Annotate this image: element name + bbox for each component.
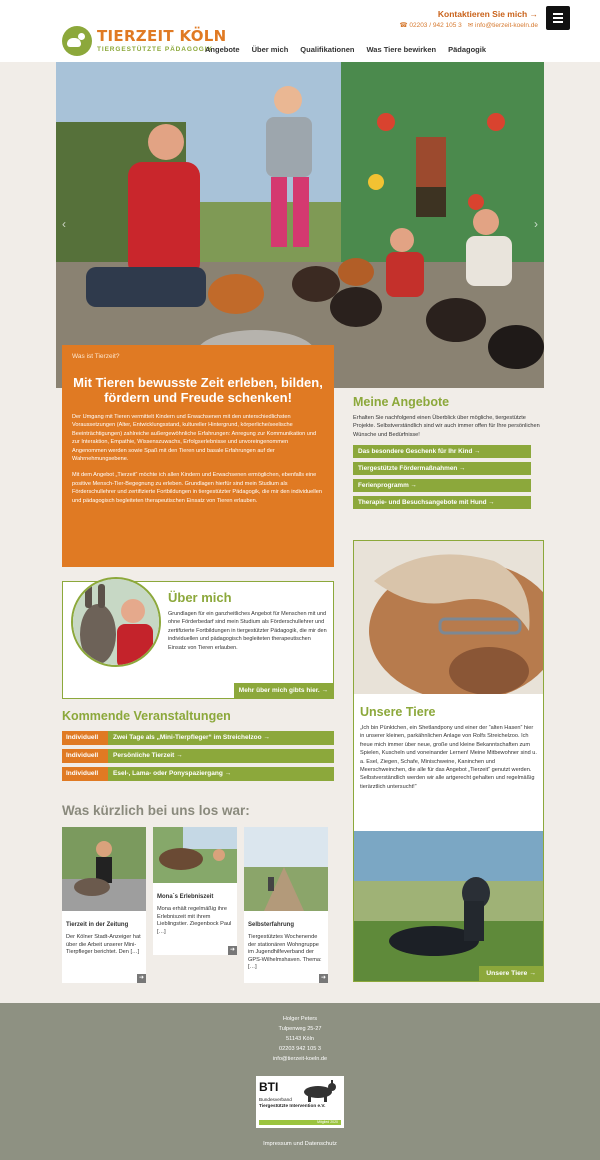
ueber-mich-title: Über mich (168, 590, 232, 605)
nav-ueber-mich[interactable]: Über mich (251, 45, 289, 54)
event-title[interactable]: Zwei Tage als „Mini-Tierpfleger“ im Streichelzoo → (108, 731, 334, 745)
post-text: Tiergestütztes Wochenende der stationären Wohngruppe im Jugendhilfeverband der GPS-Wilhelmshaven. Thema: […] (248, 934, 322, 970)
contact-info (399, 21, 538, 29)
intro-text-1: Der Umgang mit Tieren vermittelt Kindern und Erwachsenen mit den unterschiedlichsten Voraussetzungen (Alter, Entwicklungsstand, kultureller Hintergrund, körperliche/seelische Beeinträchtigungen) zahlreiche außergewöhnliche Erfahrungen: Anregung zur Kommunikation und zur Interaktion, Empathie, Wissenszuwachs, Erfolgserlebnisse und unvoreingenommen Angenommen werden sowie Spaß mit den Tieren und basale Erfahrungen auf der Wahrnehmungsebene. (72, 414, 317, 463)
event-tag: Individuell (62, 749, 108, 763)
arrow-right-icon[interactable]: ➜ (229, 947, 236, 953)
post-image (153, 827, 237, 883)
event-title[interactable]: Persönliche Tierzeit → (108, 749, 334, 763)
post-image (62, 827, 146, 911)
phone-link[interactable]: ☎ 02203 / 942 105 3 (399, 22, 462, 29)
intro-title: Mit Tieren bewusste Zeit erleben, bilden, fördern und Freude schenken! (73, 375, 323, 405)
event-item[interactable] (62, 767, 334, 781)
post-card[interactable] (62, 827, 146, 983)
logo-title: TIERZEIT KÖLN (97, 27, 227, 45)
dog-photo (354, 831, 544, 981)
angebote-text: Erhalten Sie nachfolgend einen Überblick über mögliche, tiergestützte Projekte. Selbstverständlich sind wir auch immer offen für Ihre persönlichen Wünsche und Bedürfnisse! (353, 415, 540, 438)
logo[interactable] (62, 26, 226, 56)
tiere-text: „Ich bin Pünktchen, ein Shetlandpony und einer der “alten Hasen” hier in unserer kleinen, parkähnlichen Anlage von Rolfs Streichelzoo. Ich freue mich immer über neue, große und kleine Bekanntschaften zum Spielen, Kuscheln und voneinander Lernen! Meine Mitbewohner sind u. a. Esel, Ziegen, Schafe, Minischweine, Kaninchen und Meerschweinchen, die alle für das Angebot „Tierzeit“ genutzt werden. Selbstverständlich werden wir alle artgerecht gehalten und regelmäßig tierärztlich untersucht!“ (360, 725, 537, 790)
contact-link[interactable]: Kontaktieren Sie mich → (437, 9, 538, 19)
footer-email[interactable]: info@tierzeit-koeln.de (272, 1056, 328, 1062)
logo-subtitle: TIERGESTÜTZTE PÄDAGOGIK (97, 46, 214, 53)
bti-member-badge: Mitglied 2020 (259, 1120, 341, 1125)
event-title[interactable]: Esel-, Lama- oder Ponyspaziergang → (108, 767, 334, 781)
logo-icon (62, 26, 92, 56)
angebote-section (353, 395, 543, 509)
footer-name: Holger Peters (282, 1016, 318, 1022)
nav-angebote[interactable]: Angebote (205, 45, 240, 54)
nav-qualifikationen[interactable]: Qualifikationen (300, 45, 355, 54)
tiere-title: Unsere Tiere (360, 705, 436, 719)
post-title[interactable]: Tierzeit in der Zeitung (66, 922, 129, 928)
menu-button[interactable] (546, 6, 570, 30)
angebote-title: Meine Angebote (353, 395, 450, 409)
nav-paedagogik[interactable]: Pädagogik (448, 45, 487, 54)
post-card[interactable] (244, 827, 328, 983)
post-title[interactable]: Selbsterfahrung (248, 922, 295, 928)
event-item[interactable] (62, 749, 334, 763)
intro-text-2: Mit dem Angebot „Tierzeit“ möchte ich allen Kindern und Erwachsenen ermöglichen, ebenfalls eine positive Mensch-Tier-Begegnung zu erleben. Grundlagen hierfür sind mein Studium als Förderschullehrer und zertifizierte Fortbildungen in tiergestützter Pädagogik, die mir den individuellen und pädagogisch begleiteten therapeutischen Einsatz von Tieren erlauben. (72, 472, 322, 504)
arrow-right-icon[interactable]: ➜ (320, 975, 327, 981)
slider-next-icon[interactable]: › (534, 217, 538, 231)
angebot-geschenk-button[interactable]: Das besondere Geschenk für Ihr Kind → (353, 445, 531, 458)
post-text: Mona erhält regelmäßig ihre Erlebniszeit mit ihrem Lieblingstier. Ziegenbock Paul […] (157, 906, 232, 935)
post-image (244, 827, 328, 911)
email-link[interactable]: ✉ info@tierzeit-koeln.de (467, 22, 538, 29)
site-header (0, 0, 600, 62)
ueber-mich-photo (71, 577, 161, 667)
intro-card (62, 345, 334, 567)
post-text: Der Kölner Stadt-Anzeiger hat über die Arbeit unserer Mini-Tierpfleger berichtet. Den […] (66, 934, 141, 955)
event-tag: Individuell (62, 731, 108, 745)
unsere-tiere-button[interactable]: Unsere Tiere → (479, 966, 543, 981)
ueber-mich-card (62, 581, 334, 699)
ueber-mich-text: Grundlagen für ein ganzheitliches Angebot für Menschen mit und ohne Förderbedarf sind mein Studium als Förderschullehrer und zertifizierte Fortbildungen in tiergestützter Pädagogik, die mir den individuellen und pädagogisch begleiteten therapeutischen Einsatz von Tieren erlauben. (168, 611, 327, 651)
nav-was-tiere-bewirken[interactable]: Was Tiere bewirken (366, 45, 437, 54)
post-card[interactable] (153, 827, 237, 955)
site-footer (0, 1003, 600, 1160)
event-item[interactable] (62, 731, 334, 745)
footer-city: 51143 Köln (286, 1036, 314, 1042)
footer-phone[interactable]: 02203 942 105 3 (279, 1046, 321, 1052)
hamburger-icon (553, 13, 563, 15)
main-nav (205, 45, 486, 54)
bti-badge[interactable] (256, 1076, 344, 1128)
event-tag: Individuell (62, 767, 108, 781)
angebot-therapie-button[interactable]: Therapie- und Besuchsangebote mit Hund → (353, 496, 531, 509)
pony-photo (354, 541, 544, 694)
bti-title: BTI (259, 1080, 279, 1094)
slider-prev-icon[interactable]: ‹ (62, 217, 66, 231)
hero-slider[interactable] (56, 62, 544, 388)
mehr-ueber-mich-button[interactable]: Mehr über mich gibts hier. → (234, 683, 333, 698)
arrow-right-icon[interactable]: ➜ (138, 975, 145, 981)
hero-photo (56, 62, 544, 388)
kuerzlich-title: Was kürzlich bei uns los war: (62, 803, 250, 818)
veranstaltungen-title: Kommende Veranstaltungen (62, 709, 231, 723)
impressum-link[interactable]: Impressum und Datenschutz (263, 1141, 337, 1147)
angebot-ferien-button[interactable]: Ferienprogramm → (353, 479, 531, 492)
intro-kicker: Was ist Tierzeit? (72, 353, 120, 360)
tiere-card (353, 540, 544, 982)
post-title[interactable]: Mona´s Erlebniszeit (157, 894, 214, 900)
bti-subtitle: Bundesverband Tiergestützte Intervention e.V. (259, 1097, 326, 1108)
angebot-foerder-button[interactable]: Tiergestützte Fördermaßnahmen → (353, 462, 531, 475)
footer-street: Tulpenweg 25-27 (278, 1026, 322, 1032)
